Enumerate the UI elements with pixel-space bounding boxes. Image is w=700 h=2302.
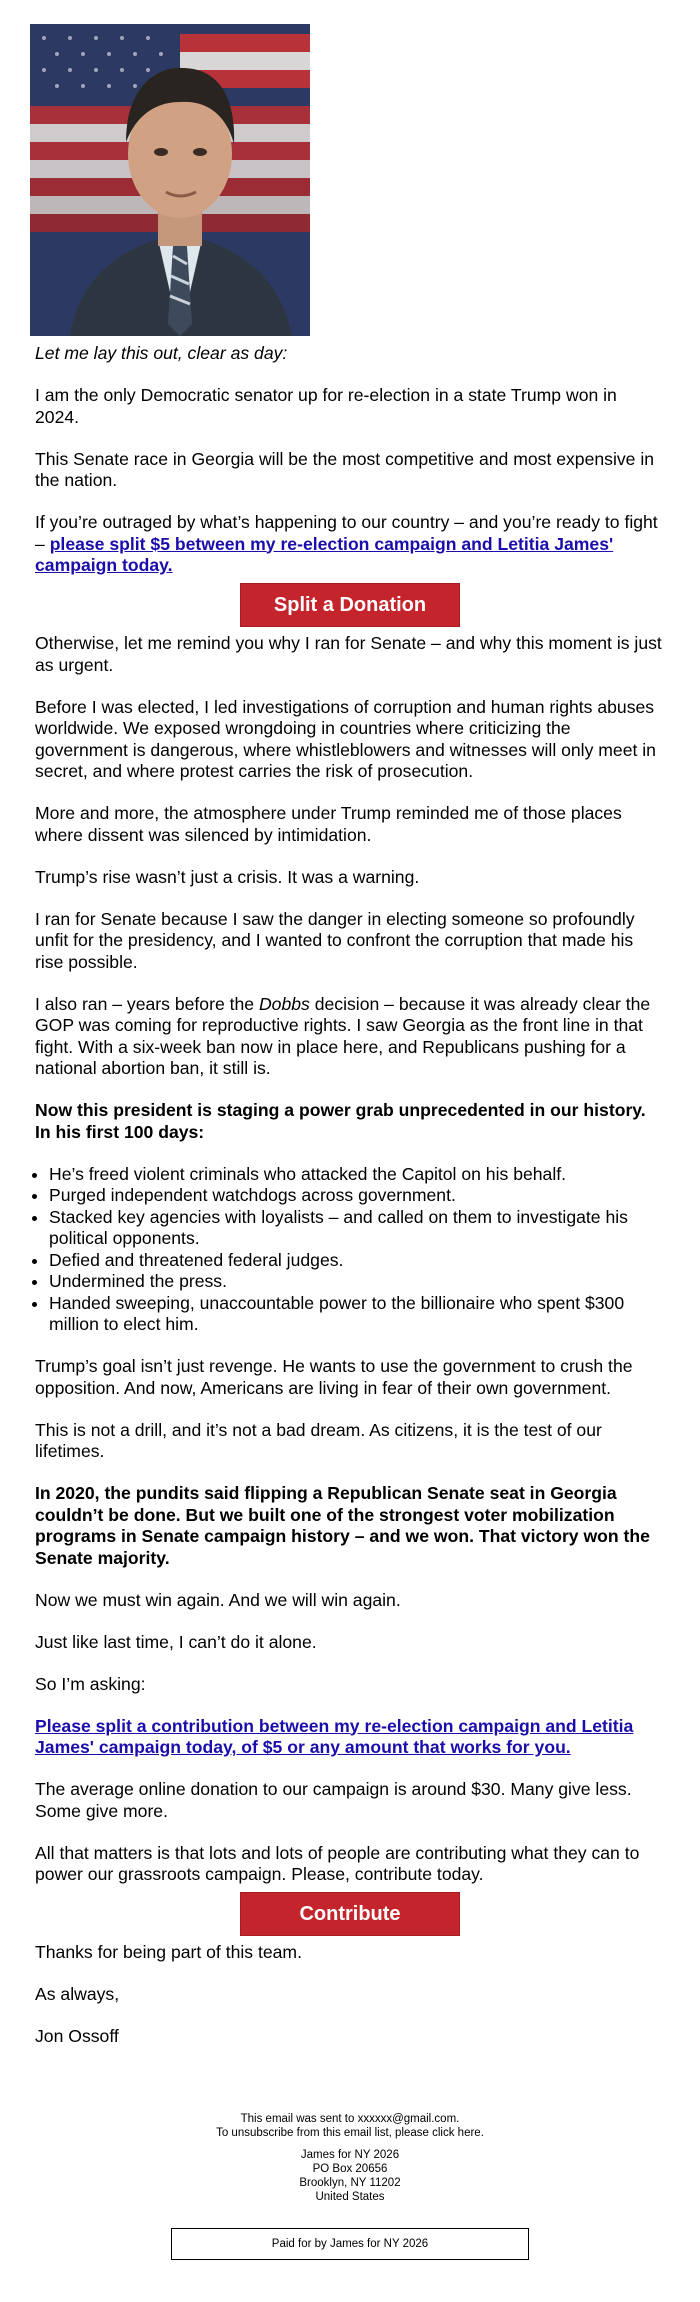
paragraph: I am the only Democratic senator up for re-election in a state Trump won in 2024. — [35, 385, 617, 427]
list-item: • Defied and threatened federal judges. — [49, 1250, 665, 1272]
paragraph-with-link — [35, 512, 665, 577]
split-donation-link[interactable]: please split $5 between my re-election campaign and Letitia James' campaign today. — [35, 533, 614, 575]
paragraph: So I’m asking: — [35, 1673, 146, 1694]
dobbs-emphasis: Dobbs — [258, 993, 310, 1014]
list-item: • He’s freed violent criminals who attacked the Capitol on his behalf. — [49, 1164, 665, 1186]
portrait-image — [30, 24, 310, 336]
paragraph: I ran for Senate because I saw the danger in electing someone so profoundly unfit for the presidency, and I wanted to confront the corruption that made his rise possible. — [35, 908, 635, 972]
address-line: James for NY 2026 — [300, 2149, 400, 2161]
paragraph-text: If you’re outraged by what’s happening to our country – and you’re ready to fight – — [35, 512, 658, 554]
paragraph: Trump’s rise wasn’t just a crisis. It was a warning. — [35, 866, 420, 887]
paragraph-with-link — [35, 1716, 665, 1759]
contribute-button[interactable]: Contribute — [240, 1892, 460, 1936]
email-footer — [0, 2112, 700, 2260]
paragraph: This is not a drill, and it’s not a bad dream. As citizens, it is the test of our lifetimes. — [35, 1419, 602, 1461]
address-line: PO Box 20656 — [312, 2163, 388, 2175]
paragraph: The average online donation to our campaign is around $30. Many give less. Some give more. — [35, 1779, 632, 1821]
unsubscribe-link[interactable]: To unsubscribe from this email list, please click here. — [216, 2127, 484, 2139]
header-photo — [30, 24, 310, 336]
address-line: Brooklyn, NY 11202 — [299, 2177, 401, 2189]
paragraph-text: decision – because it was already clear the GOP was coming for reproductive rights. I saw Georgia as the front line in that fight. With a six-week ban now in place here, and Republicans pushing for a national abortion ban, it still is. — [35, 993, 651, 1078]
paragraph: As always, — [35, 1984, 120, 2004]
list-item: • Handed sweeping, unaccountable power to the billionaire who spent $300 million to elect him. — [49, 1293, 665, 1336]
bold-paragraph: Now this president is staging a power grab unprecedented in our history. In his first 100 days: — [35, 1100, 646, 1142]
paragraph: Before I was elected, I led investigations of corruption and human rights abuses worldwide. We exposed wrongdoing in countries where criticizing the government is dangerous, where whistleblowers and witnesses will only meet in secret, and where protest carries the risk of prosecution. — [35, 696, 656, 781]
signature: Jon Ossoff — [35, 2026, 119, 2046]
paragraph: Thanks for being part of this team. — [35, 1942, 302, 1962]
paragraph-text: I also ran – years before the — [35, 993, 259, 1014]
paragraph: Otherwise, let me remind you why I ran for Senate – and why this moment is just as urgent. — [35, 633, 662, 675]
split-contribution-link[interactable]: Please split a contribution between my re-election campaign and Letitia James' campaign today, of $5 or any amount that works for you. — [35, 1715, 634, 1757]
list-item: • Purged independent watchdogs across government. — [49, 1185, 665, 1207]
footer-notice — [0, 2112, 700, 2140]
paragraph: All that matters is that lots and lots of people are contributing what they can to power our grassroots campaign. Please, contribute today. — [35, 1842, 640, 1884]
mailing-address — [0, 2148, 700, 2204]
paragraph: Now we must win again. And we will win again. — [35, 1589, 401, 1610]
sent-to-line: This email was sent to xxxxxx@gmail.com. — [240, 2113, 460, 2125]
paid-for-disclaimer: Paid for by James for NY 2026 — [171, 2228, 529, 2260]
bold-paragraph: In 2020, the pundits said flipping a Republican Senate seat in Georgia couldn’t be done. But we built one of the strongest voter mobilization programs in Senate campaign history – and we won. That victory won the Senate majority. — [35, 1483, 650, 1568]
button-row — [35, 1892, 665, 1936]
button-row — [35, 583, 665, 627]
bullet-list — [35, 1164, 665, 1336]
email-body — [35, 343, 665, 2068]
paragraph: Trump’s goal isn’t just revenge. He wants to use the government to crush the opposition. And now, Americans are living in fear of their own government. — [35, 1356, 633, 1398]
paragraph: This Senate race in Georgia will be the most competitive and most expensive in the nation. — [35, 448, 655, 490]
list-item: • Stacked key agencies with loyalists – and called on them to investigate his political opponents. — [49, 1207, 665, 1250]
paragraph: More and more, the atmosphere under Trump reminded me of those places where dissent was silenced by intimidation. — [35, 803, 622, 845]
paragraph: Just like last time, I can’t do it alone. — [35, 1631, 317, 1652]
address-line: United States — [315, 2191, 385, 2203]
intro-line: Let me lay this out, clear as day: — [35, 343, 288, 363]
paragraph — [35, 994, 665, 1080]
list-item: • Undermined the press. — [49, 1271, 665, 1293]
split-donation-button[interactable]: Split a Donation — [240, 583, 460, 627]
